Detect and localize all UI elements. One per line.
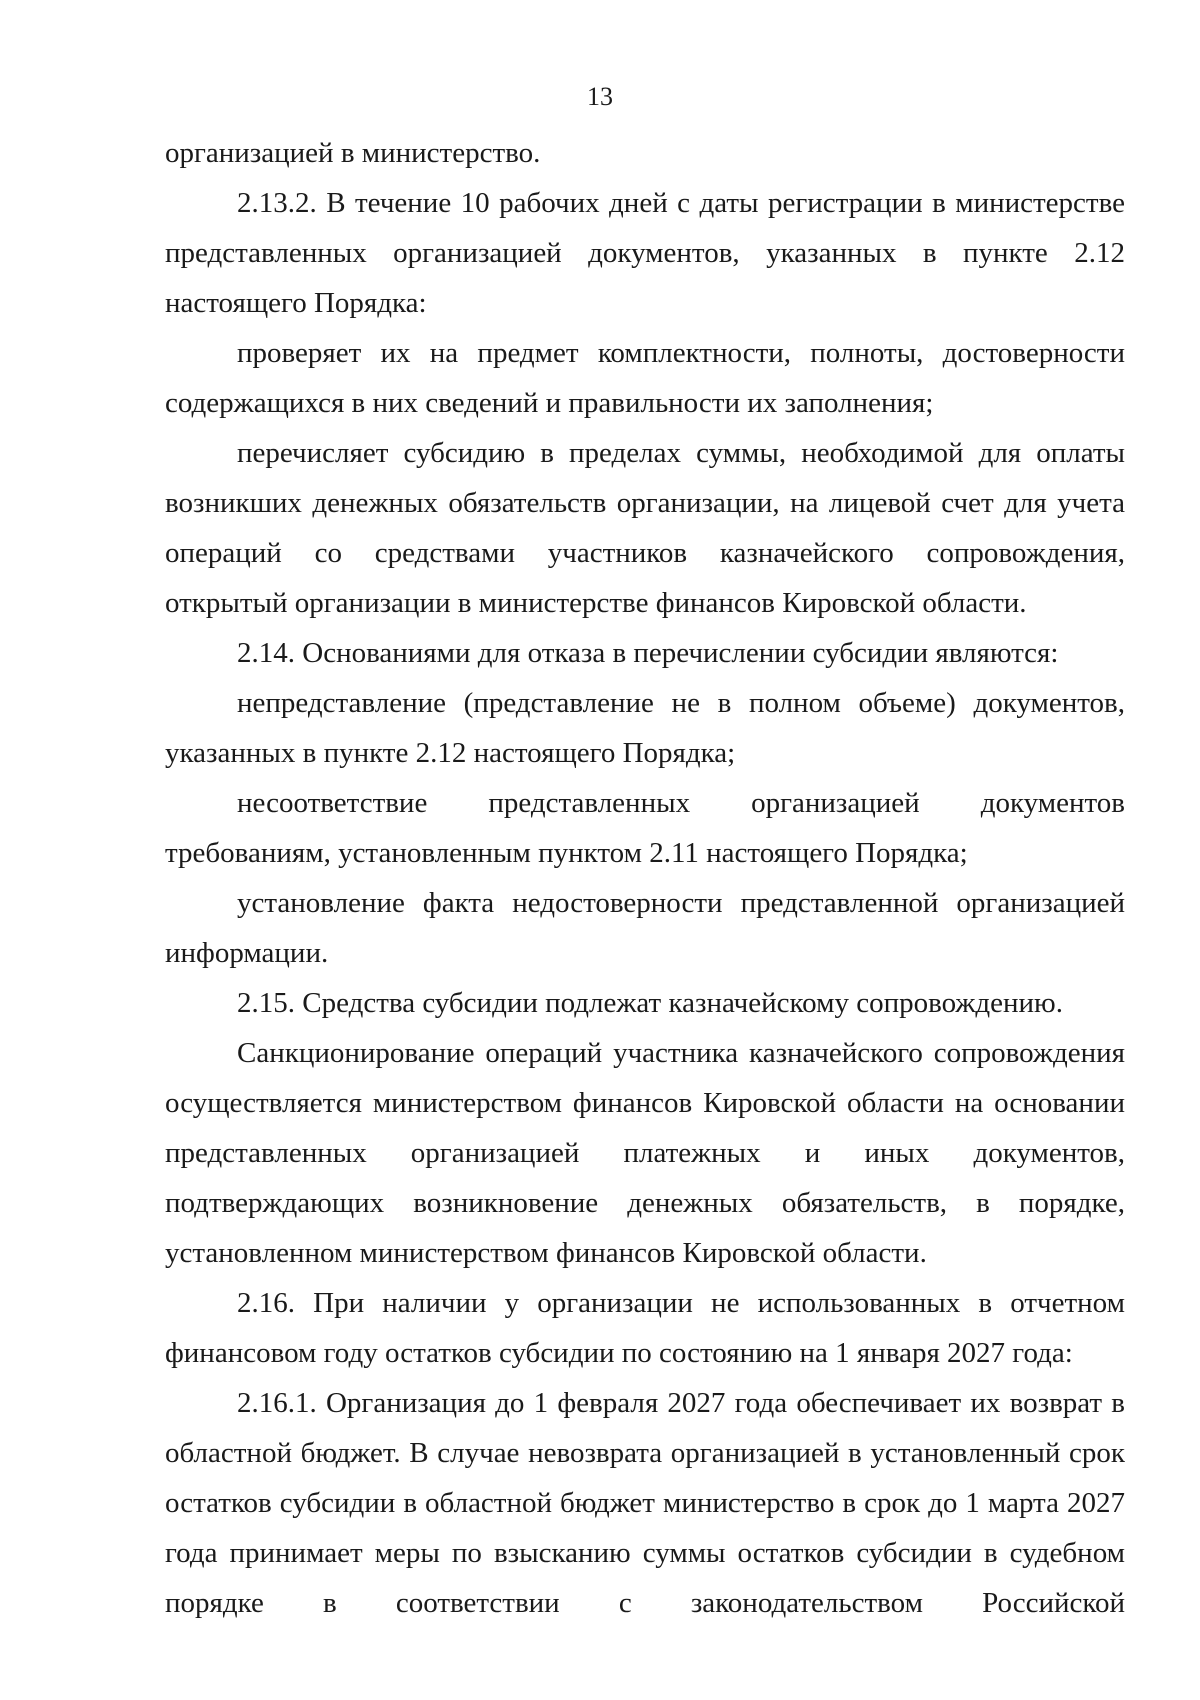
paragraph-2-13-2: 2.13.2. В течение 10 рабочих дней с даты регистрации в министерстве представленных организацией документов, указанных в пункте 2.12 настоящего Порядка: (165, 187, 1125, 319)
paragraph-refusal-reason-1: непредставление (представление не в полном объеме) документов, указанных в пункте 2.12 настоящего Порядка; (165, 687, 1125, 769)
document-body (165, 128, 1125, 1628)
paragraph-2-14: 2.14. Основаниями для отказа в перечислении субсидии являются: (237, 637, 1059, 669)
paragraph-continuation: организацией в министерство. (165, 137, 541, 169)
paragraph-refusal-reason-2: несоответствие представленных организацией документов требованиям, установленным пунктом 2.11 настоящего Порядка; (165, 787, 1125, 869)
paragraph-refusal-reason-3: установление факта недостоверности представленной организацией информации. (165, 887, 1125, 969)
paragraph-sanctioning: Санкционирование операций участника казначейского сопровождения осуществляется министерством финансов Кировской области на основании представленных организацией платежных и иных документов, подтверждающих возникновение денежных обязательств, в порядке, установленном министерством финансов Кировской области. (165, 1037, 1125, 1269)
page-number: 13 (587, 82, 613, 111)
paragraph-2-16: 2.16. При наличии у организации не использованных в отчетном финансовом году остатков субсидии по состоянию на 1 января 2027 года: (165, 1287, 1125, 1369)
paragraph-transfer-subsidy: перечисляет субсидию в пределах суммы, необходимой для оплаты возникших денежных обязательств организации, на лицевой счет для учета операций со средствами участников казначейского сопровождения, открытый организации в министерстве финансов Кировской области. (165, 437, 1125, 619)
paragraph-2-16-1: 2.16.1. Организация до 1 февраля 2027 года обеспечивает их возврат в областной бюджет. В случае невозврата организацией в установленный срок остатков субсидии в областной бюджет министерство в срок до 1 марта 2027 года принимает меры по взысканию суммы остатков субсидии в судебном порядке в соответствии с законодательством Российской (165, 1387, 1125, 1619)
paragraph-2-15: 2.15. Средства субсидии подлежат казначейскому сопровождению. (237, 987, 1063, 1019)
paragraph-check-documents: проверяет их на предмет комплектности, полноты, достоверности содержащихся в них сведений и правильности их заполнения; (165, 337, 1125, 419)
